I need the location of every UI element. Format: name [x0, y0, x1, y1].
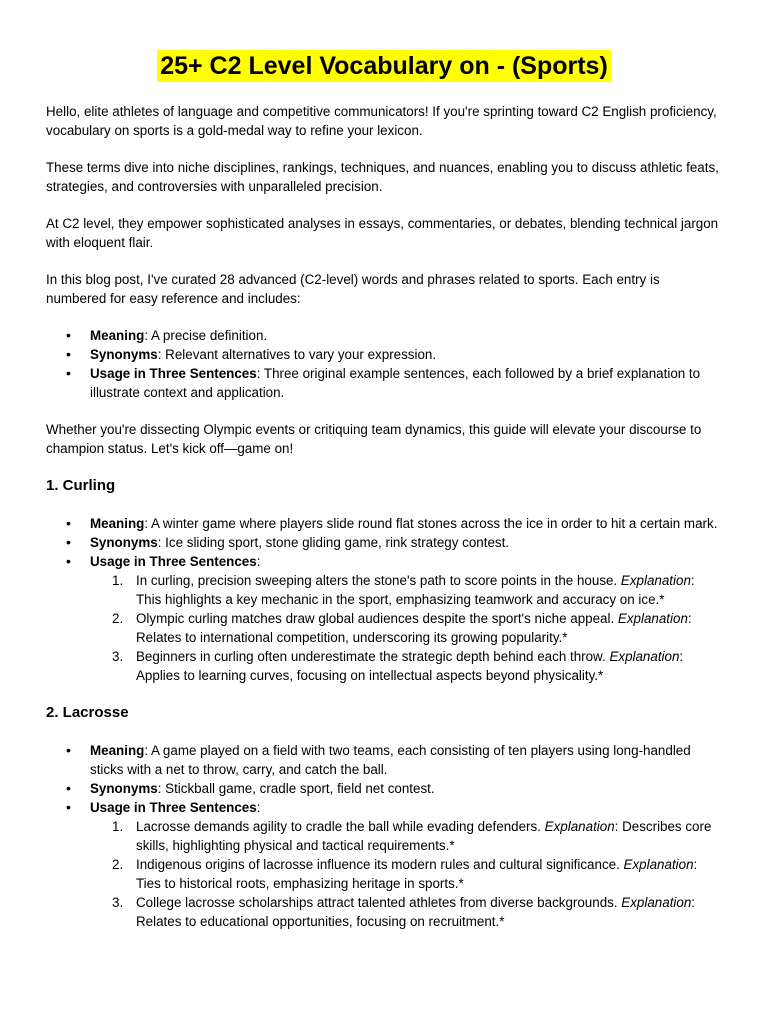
feature-list: [46, 326, 722, 402]
explanation-text: : Describes core skills, highlighting physical and tactical requirements.*: [136, 819, 712, 853]
intro-paragraph-4: In this blog post, I've curated 28 advanced (C2-level) words and phrases related to sports. Each entry is numbered for easy reference and includes:: [46, 272, 660, 306]
entry-synonyms: [90, 533, 722, 552]
synonyms-text: : Ice sliding sport, stone gliding game, rink strategy contest.: [157, 535, 510, 550]
feature-text: : Relevant alternatives to vary your expression.: [157, 347, 437, 362]
meaning-text: : A winter game where players slide round flat stones across the ice in order to hit a certain mark.: [144, 516, 718, 531]
usage-label: Usage in Three Sentences: [90, 554, 257, 569]
intro-paragraph-1: Hello, elite athletes of language and competitive communicators! If you're sprinting toward C2 English proficiency, vocabulary on sports is a gold-medal way to refine your lexicon.: [46, 104, 717, 138]
meaning-text: : A game played on a field with two teams, each consisting of ten players using long-handled sticks with a net to throw, carry, and catch the ball.: [90, 743, 691, 777]
example-number: 2.: [112, 857, 124, 872]
example-number: 3.: [112, 895, 124, 910]
example-item: [112, 609, 722, 647]
entry-heading-lacrosse: 2. Lacrosse: [46, 704, 129, 721]
example-sentence: Beginners in curling often underestimate the strategic depth behind each throw.: [136, 649, 610, 664]
example-number: 1.: [112, 819, 124, 834]
explanation-label: Explanation: [609, 649, 680, 664]
entry-details-curling: [46, 514, 722, 685]
example-item: [112, 893, 722, 931]
explanation-label: Explanation: [621, 895, 692, 910]
example-list: [90, 817, 722, 931]
explanation-label: Explanation: [623, 857, 694, 872]
feature-item-meaning: [90, 326, 722, 345]
example-sentence: College lacrosse scholarships attract talented athletes from diverse backgrounds.: [136, 895, 622, 910]
synonyms-text: : Stickball game, cradle sport, field net contest.: [157, 781, 435, 796]
meaning-label: Meaning: [90, 743, 145, 758]
title-wrap: [46, 0, 722, 82]
feature-item-synonyms: [90, 345, 722, 364]
feature-label: Meaning: [90, 328, 145, 343]
example-item: [112, 855, 722, 893]
feature-label: Synonyms: [90, 347, 158, 362]
synonyms-label: Synonyms: [90, 535, 158, 550]
entry-heading-curling: 1. Curling: [46, 477, 116, 494]
explanation-text: : Applies to learning curves, focusing on intellectual aspects beyond physicality.*: [136, 649, 684, 683]
entry-meaning: [90, 741, 722, 779]
entry-synonyms: [90, 779, 722, 798]
feature-label: Usage in Three Sentences: [90, 366, 257, 381]
meaning-label: Meaning: [90, 516, 145, 531]
example-number: 2.: [112, 611, 124, 626]
entry-details-lacrosse: [46, 741, 722, 931]
explanation-text: : This highlights a key mechanic in the sport, emphasizing teamwork and accuracy on ice.*: [136, 573, 695, 607]
usage-label: Usage in Three Sentences: [90, 800, 257, 815]
feature-text: : A precise definition.: [144, 328, 268, 343]
intro-paragraph-2: These terms dive into niche disciplines, rankings, techniques, and nuances, enabling you to discuss athletic feats, strategies, and controversies with unparalleled precision.: [46, 160, 719, 194]
example-item: [112, 571, 722, 609]
page-title: 25+ C2 Level Vocabulary on - (Sports): [157, 50, 611, 82]
closing-paragraph: Whether you're dissecting Olympic events or critiquing team dynamics, this guide will elevate your discourse to champion status. Let's kick off—game on!: [46, 422, 702, 456]
explanation-label: Explanation: [617, 611, 688, 626]
explanation-text: : Relates to international competition, underscoring its growing popularity.*: [136, 611, 692, 645]
example-item: [112, 647, 722, 685]
feature-text: : Three original example sentences, each followed by a brief explanation to illustrate context and application.: [90, 366, 701, 400]
example-sentence: In curling, precision sweeping alters the stone's path to score points in the house.: [136, 573, 621, 588]
example-number: 1.: [112, 573, 124, 588]
explanation-text: : Ties to historical roots, emphasizing heritage in sports.*: [136, 857, 698, 891]
usage-suffix: :: [256, 554, 261, 569]
feature-item-usage: [90, 364, 722, 402]
example-item: [112, 817, 722, 855]
explanation-label: Explanation: [620, 573, 691, 588]
example-sentence: Indigenous origins of lacrosse influence its modern rules and cultural significance.: [136, 857, 624, 872]
explanation-label: Explanation: [544, 819, 615, 834]
synonyms-label: Synonyms: [90, 781, 158, 796]
usage-suffix: :: [256, 800, 261, 815]
example-list: [90, 571, 722, 685]
entry-usage: [90, 798, 722, 931]
intro-paragraph-3: At C2 level, they empower sophisticated analyses in essays, commentaries, or debates, blending technical jargon with eloquent flair.: [46, 216, 719, 250]
entry-meaning: [90, 514, 722, 533]
entry-usage: [90, 552, 722, 685]
example-sentence: Lacrosse demands agility to cradle the ball while evading defenders.: [136, 819, 545, 834]
example-sentence: Olympic curling matches draw global audiences despite the sport's niche appeal.: [136, 611, 618, 626]
example-number: 3.: [112, 649, 124, 664]
explanation-text: : Relates to educational opportunities, focusing on recruitment.*: [136, 895, 696, 929]
